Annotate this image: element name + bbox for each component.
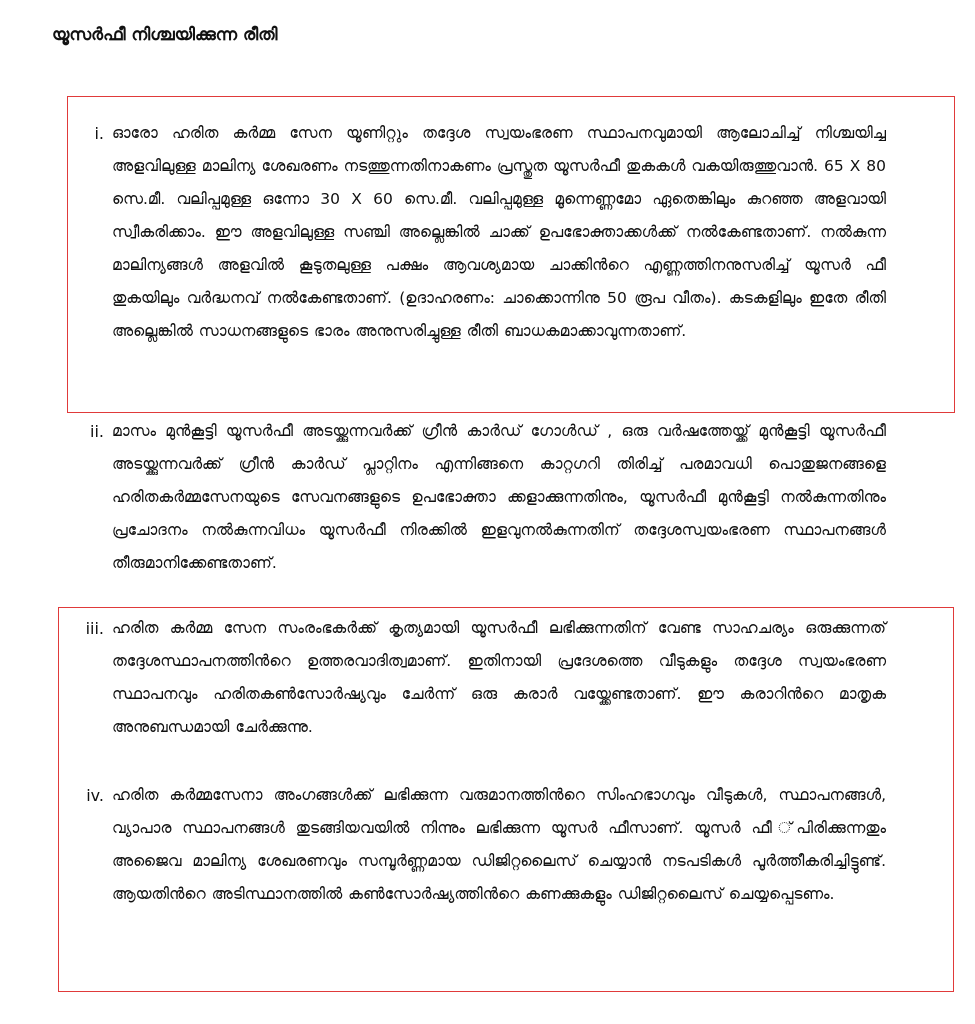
page-title: യൂസർഫീ നിശ്ചയിക്കുന്ന രീതി xyxy=(52,25,278,45)
item-numeral: iv. xyxy=(86,786,104,805)
item-numeral: iii. xyxy=(85,619,104,638)
item-text: ഹരിത കർമ്മസേനാ അംഗങ്ങൾക്ക് ലഭിക്കുന്ന വരുമാനത്തിൻറെ സിംഹഭാഗവും വീടുകൾ, സ്ഥാപനങ്ങൾ, വ്യാപാര സ്ഥാപനങ്ങൾ തുടങ്ങിയവയിൽ നിന്നും ലഭിക്കുന്ന യൂസർ ഫീസാണ്. യൂസർ ഫീ ്പിരിക്കുന്നതും അജൈവ മാലിന്യ ശേഖരണവും സമ്പൂർണ്ണമായ ഡിജിറ്റലൈസ് ചെയ്യാൻ നടപടികൾ പൂർത്തീകരിച്ചിട്ടുണ്ട്. ആയതിൻറെ അടിസ്ഥാനത്തിൽ കൺസോർഷ്യത്തിൻറെ കണക്കുകളും ഡിജിറ്റലൈസ് ചെയ്യപ്പെടണം. xyxy=(112,786,886,903)
item-numeral: i. xyxy=(94,124,104,143)
item-text: ഹരിത കർമ്മ സേന സംരംഭകർക്ക് കൃത്യമായി യൂസർഫീ ലഭിക്കുന്നതിന് വേണ്ട സാഹചര്യം ഒരുക്കുന്നത് തദ്ദേശസ്ഥാപനത്തിൻറെ ഉത്തരവാദിത്വമാണ്. ഇതിനായി പ്രദേശത്തെ വീടുകളും തദ്ദേശ സ്വയംഭരണ സ്ഥാപനവും ഹരിതകൺസോർഷ്യവും ചേർന്ന് ഒരു കരാർ വയ്ക്കേണ്ടതാണ്. ഈ കരാറിൻറെ മാതൃക അനുബന്ധമായി ചേർക്കുന്നു. xyxy=(112,619,886,736)
list-item xyxy=(74,117,886,348)
list-item xyxy=(74,612,886,744)
list-item xyxy=(74,779,886,911)
item-text: മാസം മുൻകൂട്ടി യൂസർഫീ അടയ്ക്കുന്നവർക്ക് ഗ്രീൻ കാർഡ് ഗോൾഡ് , ഒരു വർഷത്തേയ്ക്ക് മുൻകൂട്ടി യൂസർഫീ അടയ്ക്കുന്നവർക്ക് ഗ്രീൻ കാർഡ് പ്ലാറ്റിനം എന്നിങ്ങനെ കാറ്റഗറി തിരിച്ച് പരമാവധി പൊതുജനങ്ങളെ ഹരിതകർമ്മസേനയുടെ സേവനങ്ങളുടെ ഉപഭോക്താ ക്കളാക്കുന്നതിനും, യൂസർഫീ മുൻകൂട്ടി നൽകുന്നതിനും പ്രചോദനം നൽകുന്നവിധം യൂസർഫീ നിരക്കിൽ ഇളവുനൽകുന്നതിന് തദ്ദേശസ്വയംഭരണ സ്ഥാപനങ്ങൾ തീരുമാനിക്കേണ്ടതാണ്. xyxy=(112,422,886,572)
list-item xyxy=(74,415,886,580)
item-text: ഓരോ ഹരിത കർമ്മ സേന യൂണിറ്റും തദ്ദേശ സ്വയംഭരണ സ്ഥാപനവുമായി ആലോചിച്ച് നിശ്ചയിച്ച അളവിലുള്ള മാലിന്യ ശേഖരണം നടത്തുന്നതിനാകണം പ്രസ്തുത യൂസർഫീ തുകകൾ വകയിരുത്തുവാൻ. 65 X 80 സെ.മീ. വലിപ്പമുള്ള ഒന്നോ 30 X 60 സെ.മീ. വലിപ്പമുള്ള മൂന്നെണ്ണമോ ഏതെങ്കിലും കുറഞ്ഞ അളവായി സ്വീകരിക്കാം. ഈ അളവിലുള്ള സഞ്ചി അല്ലെങ്കിൽ ചാക്ക് ഉപഭോക്താക്കൾക്ക് നൽകേണ്ടതാണ്. നൽകുന്ന മാലിന്യങ്ങൾ അളവിൽ കൂടുതലുള്ള പക്ഷം ആവശ്യമായ ചാക്കിൻറെ എണ്ണത്തിനനുസരിച്ച് യൂസർ ഫീ തുകയിലും വർദ്ധനവ് നൽകേണ്ടതാണ്. (ഉദാഹരണം: ചാക്കൊന്നിനു 50 രൂപ വീതം). കടകളിലും ഇതേ രീതി അല്ലെങ്കിൽ സാധനങ്ങളുടെ ഭാരം അനുസരിച്ചുള്ള രീതി ബാധകമാക്കാവുന്നതാണ്. xyxy=(112,124,886,340)
item-numeral: ii. xyxy=(90,422,104,441)
